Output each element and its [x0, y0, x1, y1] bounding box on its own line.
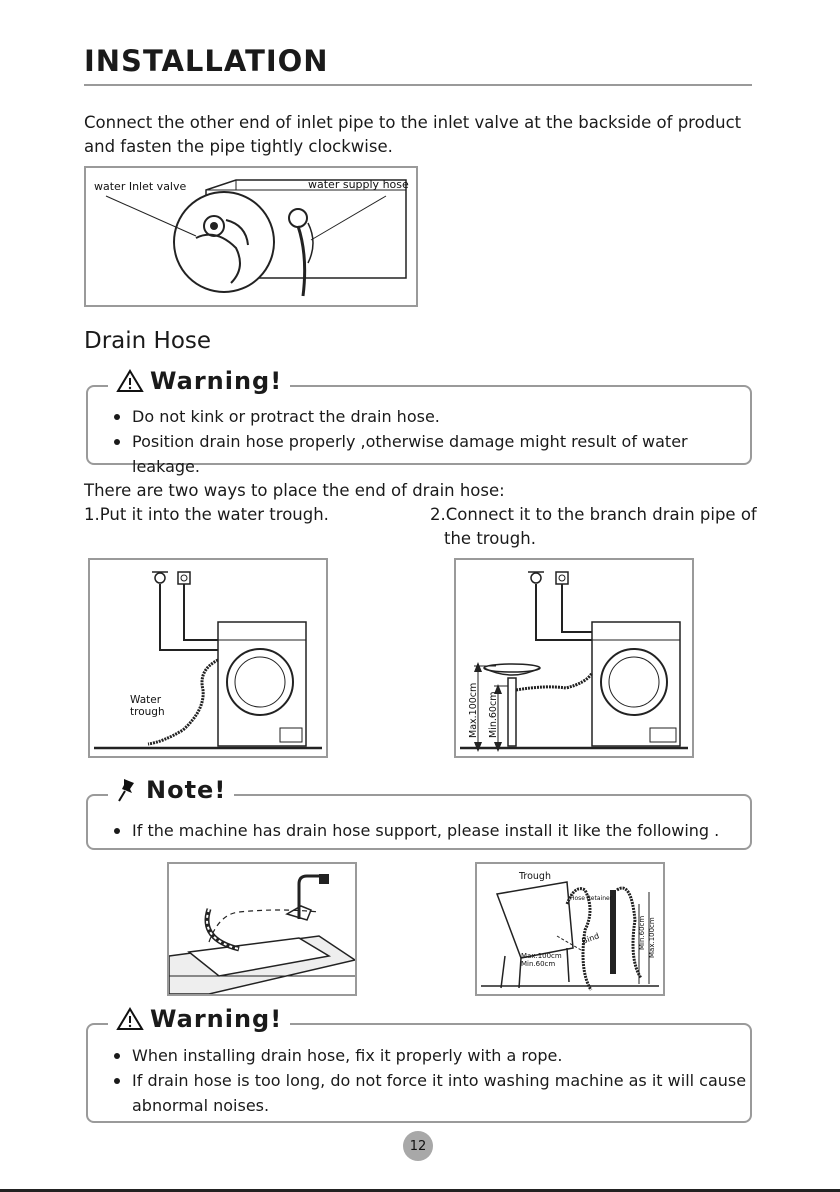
branch-drain-figure — [454, 558, 694, 758]
right-min-label: Min.60cm — [638, 915, 646, 950]
warning-box-1 — [86, 367, 752, 476]
warning-2-item-1: When installing drain hose, fix it properly with a rope. — [108, 1043, 746, 1068]
hose-retainer-label: Hose Retainer — [570, 895, 613, 902]
drain-ways-intro: There are two ways to place the end of drain hose: — [84, 481, 505, 500]
intro-line-2: and fasten the pipe tightly clockwise. — [84, 137, 393, 156]
branch-max-label: Max.100cm — [468, 682, 479, 738]
warning-triangle-icon — [116, 369, 144, 393]
supply-hose-label: water supply hose — [308, 178, 409, 191]
sink-support-figure — [167, 862, 357, 996]
drain-way-2-line-1: 2.Connect it to the branch drain pipe of — [430, 505, 757, 524]
intro-text — [84, 111, 764, 159]
warning-2-item-2: If drain hose is too long, do not force it into washing machine as it will cause — [108, 1068, 746, 1093]
inlet-valve-label: water Inlet valve — [94, 180, 187, 193]
page-number: 12 — [403, 1131, 433, 1161]
warning-1-item-2: Position drain hose properly ,otherwise damage might result of water leakage. — [108, 429, 750, 479]
inlet-valve-figure — [84, 166, 418, 307]
page-title: INSTALLATION — [84, 44, 329, 78]
pushpin-icon — [116, 777, 140, 803]
warning-title-1: Warning! — [150, 367, 283, 395]
title-divider — [84, 84, 752, 86]
retainer-support-figure — [475, 862, 665, 996]
note-box — [86, 776, 752, 850]
warning-header-1 — [108, 367, 290, 395]
warning-triangle-icon — [116, 1007, 144, 1031]
warning-1-item-1: Do not kink or protract the drain hose. — [108, 404, 750, 429]
trough-label: Trough — [519, 871, 551, 882]
note-title: Note! — [146, 776, 227, 804]
warning-2-item-2-continuation: abnormal noises. — [132, 1096, 270, 1115]
water-label-line-1: Water — [130, 694, 162, 706]
intro-line-1: Connect the other end of inlet pipe to the inlet valve at the backside of product — [84, 113, 742, 132]
water-label-line-2: trough — [130, 706, 165, 718]
warning-header-2 — [108, 1005, 290, 1033]
drain-way-2 — [430, 503, 760, 551]
support-max-label: Max.100cm — [521, 952, 562, 960]
bind-label: Bind — [580, 931, 601, 946]
drain-way-1: 1.Put it into the water trough. — [84, 505, 329, 524]
drain-hose-heading: Drain Hose — [84, 328, 212, 354]
note-item-1: If the machine has drain hose support, please install it like the following . — [108, 818, 719, 843]
support-min-label: Min.60cm — [521, 960, 556, 968]
note-header — [108, 776, 234, 804]
trough-drain-figure — [88, 558, 328, 758]
warning-box-2 — [86, 1005, 752, 1123]
warning-title-2: Warning! — [150, 1005, 283, 1033]
drain-way-2-line-2: the trough. — [444, 529, 536, 548]
right-max-label: Max.100cm — [648, 917, 656, 958]
branch-min-label: Min.60cm — [488, 691, 499, 738]
